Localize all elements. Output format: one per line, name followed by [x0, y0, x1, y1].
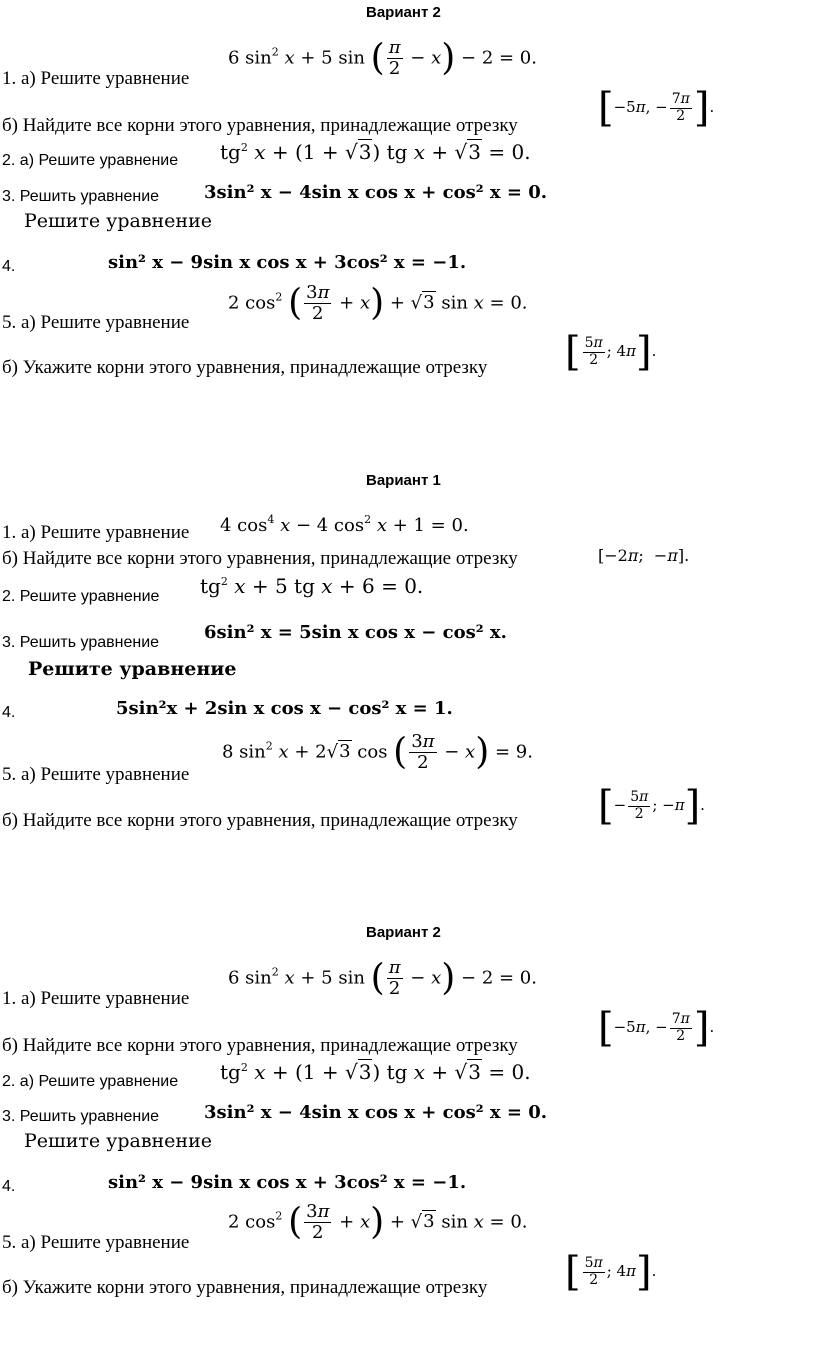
problem-1-equation: 6 $\sin^2 x + 5$ sin ( $\frac{\pi}{2}$ − x) − 2 = 0. — [228, 957, 537, 999]
problem-5b-interval: [ $\frac{5\pi}{2}$ ; 4π]. — [565, 1249, 657, 1295]
problem-5b-label: б) Укажите корни этого уравнения, принадлежащие отрезку — [2, 1277, 488, 1298]
problem-3-label: 3. Решить уравнение — [2, 1108, 160, 1125]
problem-3-label: 3. Решить уравнение — [2, 634, 160, 651]
problem-2-label: 2. а) Решите уравнение — [2, 152, 179, 169]
problem-1b-label: б) Найдите все корни этого уравнения, принадлежащие отрезку — [2, 1035, 518, 1056]
problem-2-equation: $tg^2$ x + (1 + √3) tg x + √3 = 0. — [220, 140, 531, 164]
problem-1-label: 1. а) Решите уравнение — [2, 988, 190, 1009]
problem-1b-label: б) Найдите все корни этого уравнения, принадлежащие отрезку — [2, 115, 518, 136]
problem-5b-label: б) Найдите все корни этого уравнения, принадлежащие отрезку — [2, 810, 518, 831]
problem-4-label: 4. — [2, 704, 16, 721]
problem-2-label: 2. а) Решите уравнение — [2, 1073, 179, 1090]
problem-2-equation: $tg^2$ x + (1 + √3) tg x + √3 = 0. — [220, 1060, 531, 1084]
variant-title: Вариант 2 — [366, 4, 441, 21]
problem-5-equation: 2 $\cos^2$ ( $\frac{3\pi}{2}$ + x) + √3 sin x = 0. — [228, 1201, 528, 1243]
problem-4-heading: Решите уравнение — [28, 658, 237, 680]
problem-4-heading: Решите уравнение — [24, 1130, 212, 1152]
problem-1-equation: 6 $\sin^2 x + 5$ sin ( $\frac{\pi}{2}$ − x) − 2 = 0. — [228, 37, 537, 79]
problem-5b-interval: [ $\frac{5\pi}{2}$ ; 4π]. — [565, 329, 657, 375]
problem-5-label: 5. а) Решите уравнение — [2, 312, 190, 333]
problem-1b-interval: [−5π, − $\frac{7\pi}{2}$ ]. — [598, 1005, 715, 1051]
problem-3-equation: 6sin² x = 5sin x cos x − cos² x. — [204, 622, 507, 643]
problem-4-equation: sin² x − 9sin x cos x + 3cos² x = −1. — [108, 1172, 467, 1193]
problem-4-label: 4. — [2, 258, 16, 275]
problem-5b-interval: [− $\frac{5\pi}{2}$ ; −π]. — [598, 783, 705, 829]
problem-1b-label: б) Найдите все корни этого уравнения, принадлежащие отрезку — [2, 548, 518, 569]
problem-2-label: 2. Решите уравнение — [2, 588, 160, 605]
variant-title: Вариант 2 — [366, 924, 441, 941]
problem-4-equation: 5sin²x + 2sin x cos x − cos² x = 1. — [116, 698, 453, 719]
problem-1-label: 1. а) Решите уравнение — [2, 522, 190, 543]
problem-3-equation: 3sin² x − 4sin x cos x + cos² x = 0. — [204, 1102, 548, 1123]
problem-4-equation: sin² x − 9sin x cos x + 3cos² x = −1. — [108, 252, 467, 273]
problem-1b-interval: [−5π, − $\frac{7\pi}{2}$ ]. — [598, 85, 715, 131]
problem-1-label: 1. а) Решите уравнение — [2, 68, 190, 89]
problem-5-label: 5. а) Решите уравнение — [2, 764, 190, 785]
problem-2-equation: $tg^2$ x + 5 tg x + 6 = 0. — [200, 574, 424, 598]
problem-5-label: 5. а) Решите уравнение — [2, 1232, 190, 1253]
problem-4-label: 4. — [2, 1178, 16, 1195]
problem-5-equation: 8 $\sin^2 x + 2√3$ cos ( $\frac{3\pi}{2}$ − x) = 9. — [222, 731, 533, 773]
problem-3-label: 3. Решить уравнение — [2, 188, 160, 205]
problem-1b-interval: [−2π; −π]. — [598, 546, 690, 565]
problem-4-heading: Решите уравнение — [24, 210, 212, 232]
problem-5b-label: б) Укажите корни этого уравнения, принадлежащие отрезку — [2, 357, 488, 378]
problem-1-equation: 4 $\cos^4 x - 4$ $\cos^2 x + 1 = 0$. — [220, 513, 469, 536]
problem-5-equation: 2 $\cos^2$ ( $\frac{3\pi}{2}$ + x) + √3 sin x = 0. — [228, 282, 528, 324]
variant-title: Вариант 1 — [366, 472, 441, 489]
problem-3-equation: 3sin² x − 4sin x cos x + cos² x = 0. — [204, 182, 548, 203]
